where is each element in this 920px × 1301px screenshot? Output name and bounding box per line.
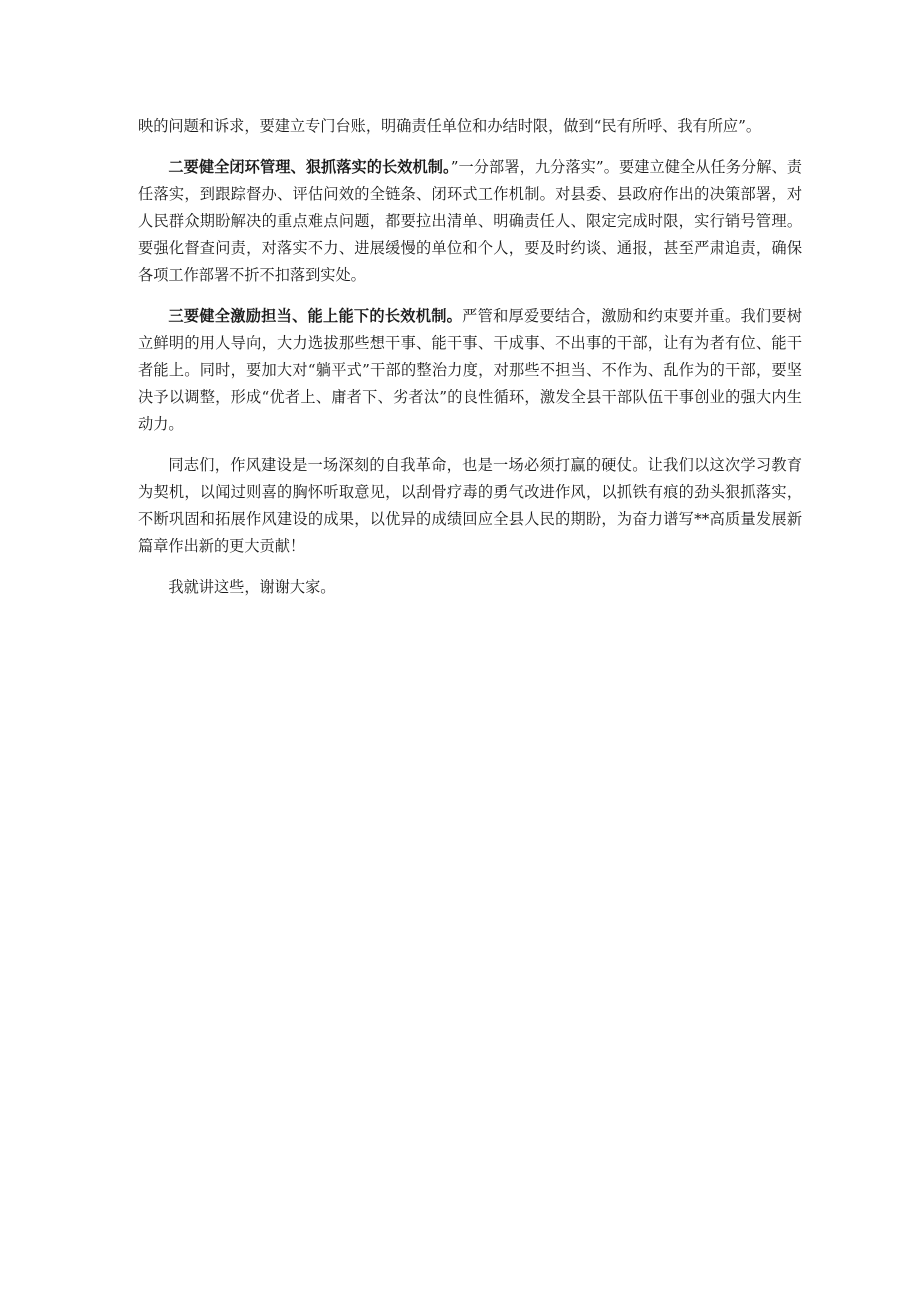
paragraph-text: 同志们，作风建设是一场深刻的自我革命，也是一场必须打赢的硬仗。让我们以这次学习教育为契机，以闻过则喜的胸怀听取意见，以刮骨疗毒的勇气改进作风，以抓铁有痕的劲头狠抓落实，不断巩固和拓展作风建设的成果，以优异的成绩回应全县人民的期盼，为奋力谱写**高质量发展新篇章作出新的更大贡献！	[138, 456, 802, 555]
paragraph-text: 映的问题和诉求，要建立专门台账，明确责任单位和办结时限，做到“民有所呼、我有所应”。	[138, 117, 762, 135]
paragraph-text: 严管和厚爱要结合，激励和约束要并重。我们要树立鲜明的用人导向，大力选拔那些想干事、能干事、干成事、不出事的干部，让有为者有位、能干者能上。同时，要加大对“躺平式”干部的整治力度，对那些不担当、不作为、乱作为的干部，要坚决予以调整，形成“优者上、庸者下、劣者汰”的良性循环，激发全县干部队伍干事创业的强大内生动力。	[138, 307, 803, 433]
document-page	[138, 113, 802, 615]
paragraph-closed-loop	[138, 154, 802, 289]
paragraph-text: ”一分部署，九分落实”。要建立健全从任务分解、责任落实，到跟踪督办、评估问效的全链条、闭环式工作机制。对县委、县政府作出的决策部署，对人民群众期盼解决的重点难点问题，都要拉出清单、明确责任人、限定完成时限，实行销号管理。要强化督查问责，对落实不力、进展缓慢的单位和个人，要及时约谈、通报，甚至严肃追责，确保各项工作部署不折不扣落到实处。	[138, 158, 802, 284]
paragraph-closing	[138, 574, 802, 601]
paragraph-continuation	[138, 113, 802, 140]
paragraph-lead: 三要健全激励担当、能上能下的长效机制。	[168, 307, 463, 325]
paragraph-lead: 二要健全闭环管理、狠抓落实的长效机制。	[168, 158, 451, 176]
paragraph-incentive	[138, 303, 802, 438]
paragraph-conclusion	[138, 452, 802, 560]
paragraph-text: 我就讲这些，谢谢大家。	[168, 578, 336, 596]
